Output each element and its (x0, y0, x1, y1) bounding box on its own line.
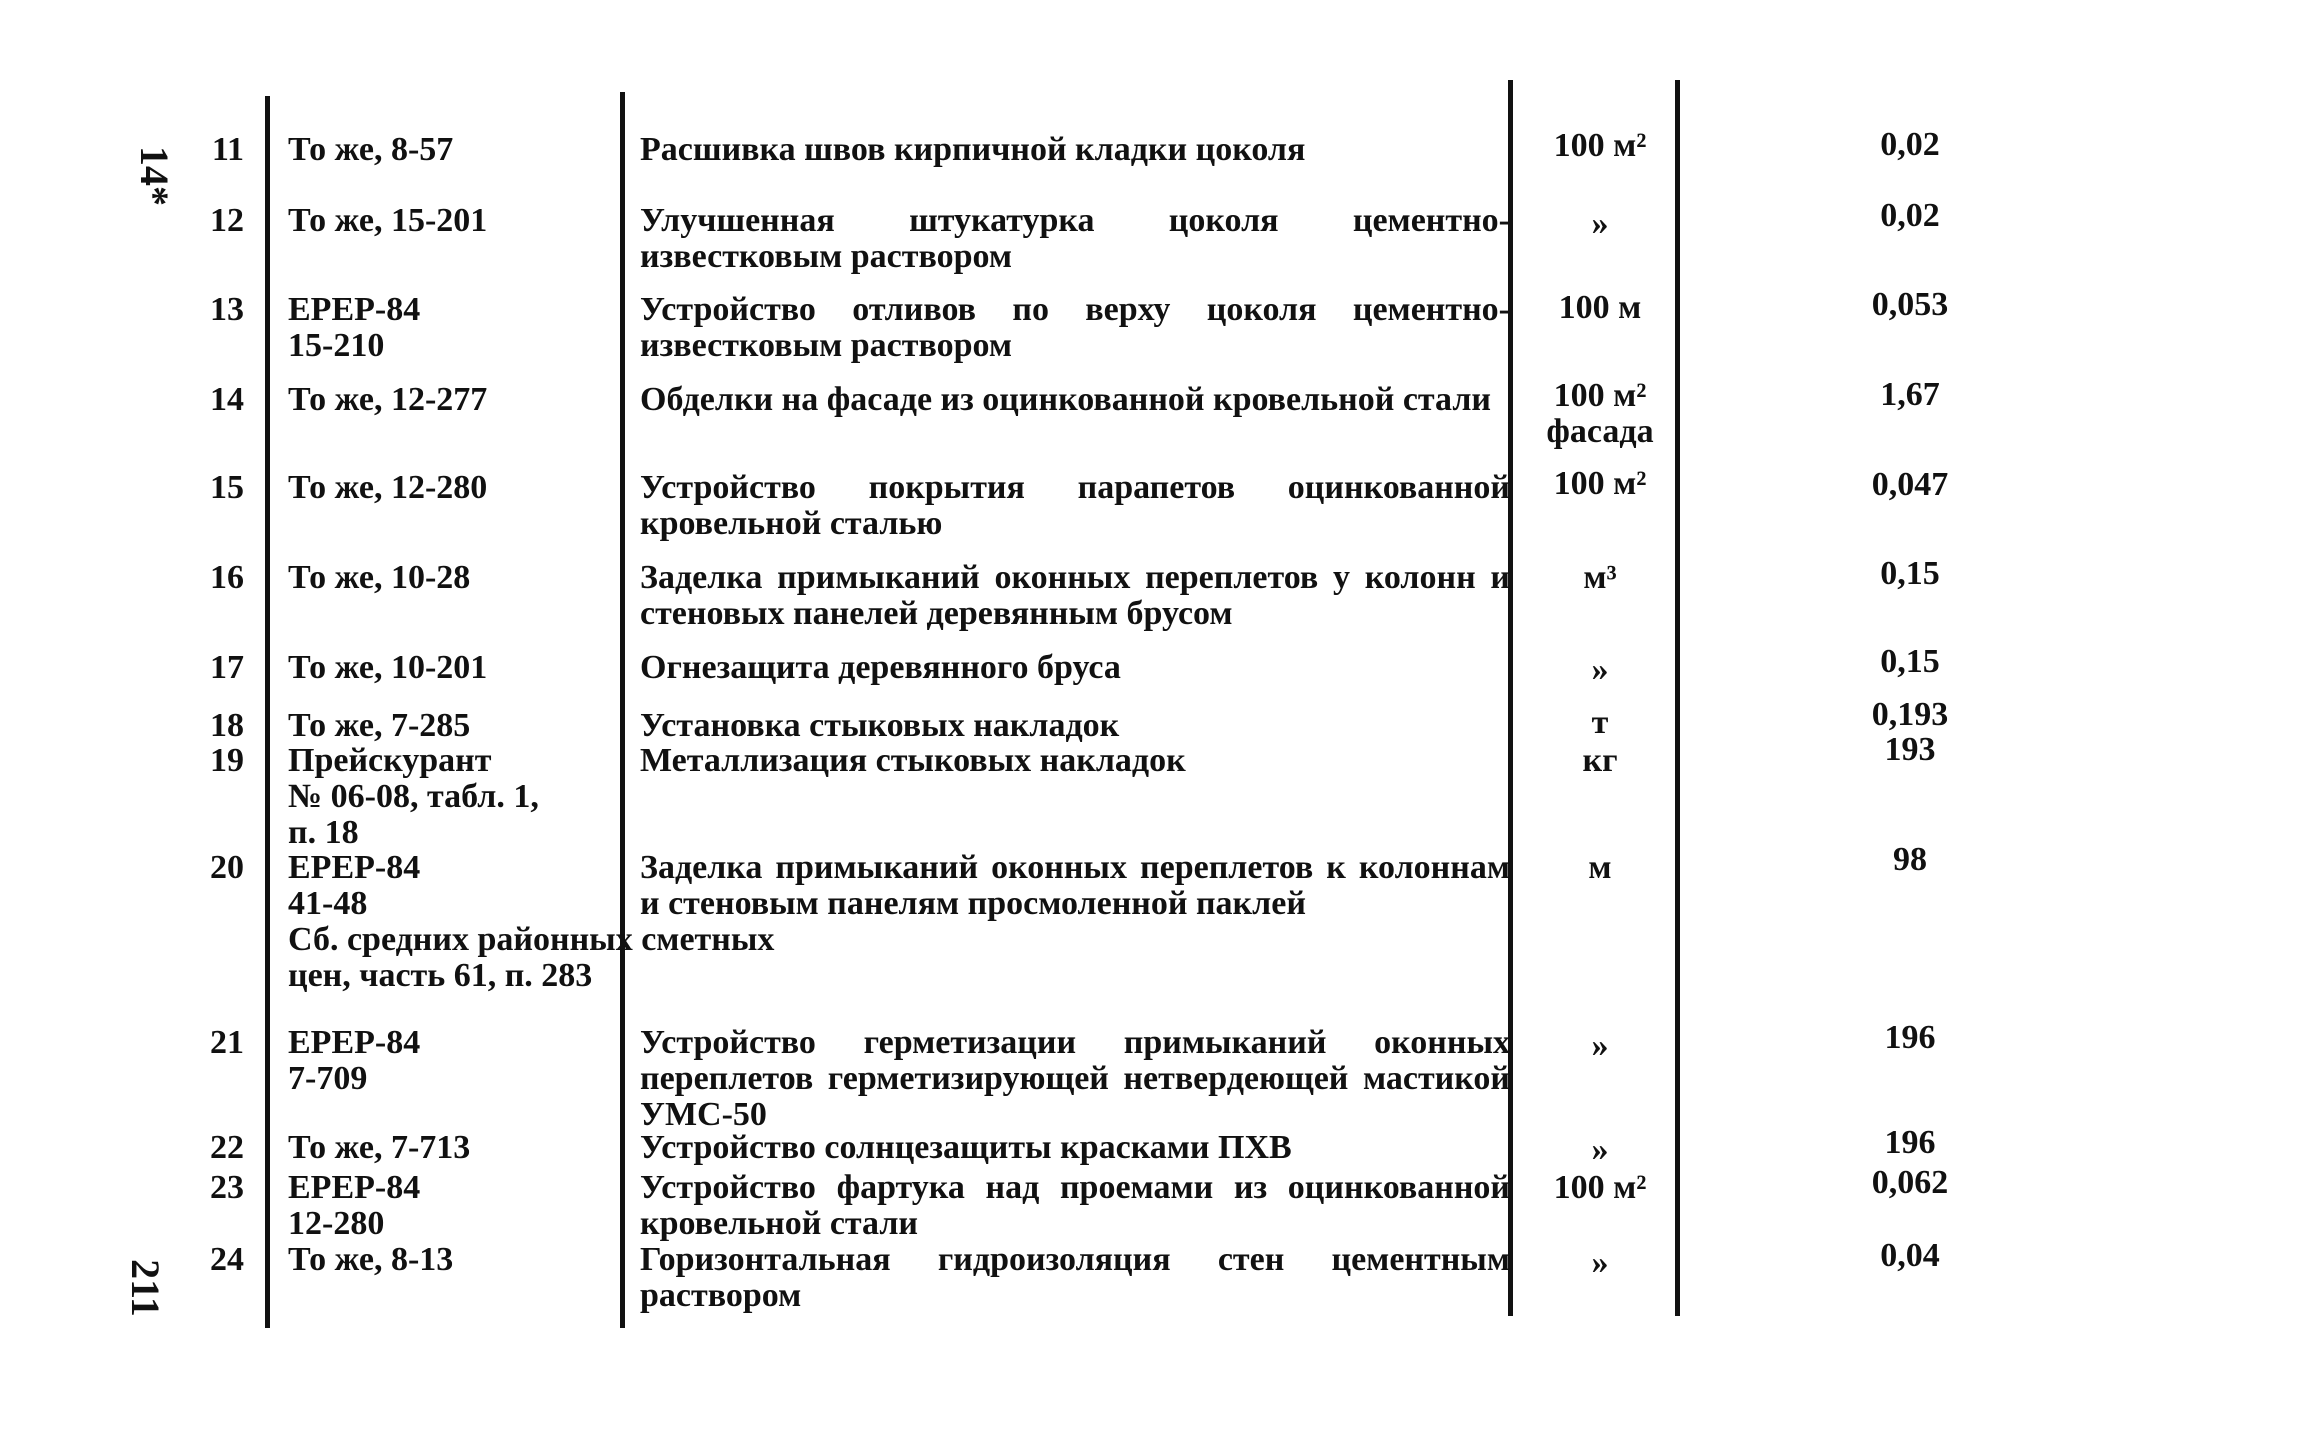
quantity: 0,15 (1880, 555, 1940, 592)
norm-code: Прейскурант № 06-08, табл. 1, п. 18 (288, 742, 539, 851)
work-description: Горизонтальная гидроизоляция стен цементным раствором (640, 1241, 1510, 1314)
row-number: 15 (210, 469, 244, 506)
row-number: 22 (210, 1129, 244, 1166)
page-number: 211 (122, 1259, 168, 1317)
work-description: Обделки на фасаде из оцинкованной кровельной стали (640, 381, 1492, 418)
row-number: 14 (210, 381, 244, 418)
norm-code: ЕРЕР-84 15-210 (288, 291, 421, 364)
work-description: Устройство покрытия парапетов оцинкованной кровельной сталью (640, 469, 1510, 542)
row-number: 23 (210, 1169, 244, 1206)
norm-code: ЕРЕР-84 7-709 (288, 1024, 421, 1097)
quantity: 196 (1884, 1124, 1936, 1161)
norm-code: То же, 8-57 (288, 131, 454, 168)
work-description: Улучшенная штукатурка цоколя цементно-известковым раствором (640, 202, 1510, 275)
quantity: 0,062 (1871, 1164, 1949, 1201)
norm-code: ЕРЕР-84 41-48 Сб. средних районных сметных цен, часть 61, п. 283 (288, 849, 775, 994)
work-description: Устройство герметизации примыканий оконных переплетов герметизирующей нетвердеющей мастикой УМС-50 (640, 1024, 1510, 1133)
signature-mark: 14* (132, 146, 177, 206)
row-number: 18 (210, 707, 244, 744)
quantity: 0,15 (1880, 643, 1940, 680)
quantity: 0,193 (1871, 696, 1949, 733)
column-rule-1 (265, 96, 270, 1328)
norm-code: То же, 10-28 (288, 559, 471, 596)
quantity: 0,047 (1871, 466, 1949, 503)
quantity: 0,04 (1880, 1237, 1940, 1274)
quantity: 193 (1884, 731, 1936, 768)
unit-of-measure: кг (1582, 742, 1618, 779)
unit-of-measure: » (1591, 1027, 1609, 1064)
unit-of-measure: 100 м² (1553, 127, 1647, 164)
norm-code: То же, 8-13 (288, 1241, 454, 1278)
unit-of-measure: 100 м (1558, 289, 1642, 326)
row-number: 19 (210, 742, 244, 779)
quantity: 98 (1893, 841, 1927, 878)
norm-code: То же, 12-277 (288, 381, 488, 418)
work-description: Устройство фартука над проемами из оцинкованной кровельной стали (640, 1169, 1510, 1242)
row-number: 12 (210, 202, 244, 239)
row-number: 24 (210, 1241, 244, 1278)
row-number: 11 (211, 131, 244, 168)
row-number: 17 (210, 649, 244, 686)
work-description: Устройство солнцезащиты красками ПХВ (640, 1129, 1292, 1166)
work-description: Огнезащита деревянного бруса (640, 649, 1121, 686)
unit-of-measure: » (1591, 651, 1609, 688)
quantity: 0,02 (1880, 126, 1940, 163)
quantity: 0,053 (1871, 286, 1949, 323)
quantity: 196 (1884, 1019, 1936, 1056)
norm-code: То же, 10-201 (288, 649, 488, 686)
work-description: Заделка примыканий оконных переплетов к колоннам и стеновым панелям просмоленной паклей (640, 849, 1510, 922)
work-description: Металлизация стыковых накладок (640, 742, 1186, 779)
work-description: Заделка примыканий оконных переплетов у колонн и стеновых панелей деревянным брусом (640, 559, 1510, 632)
quantity: 0,02 (1880, 197, 1940, 234)
unit-of-measure: » (1591, 205, 1609, 242)
row-number: 20 (210, 849, 244, 886)
row-number: 16 (210, 559, 244, 596)
unit-of-measure: » (1591, 1131, 1609, 1168)
row-number: 21 (210, 1024, 244, 1061)
norm-code: То же, 7-285 (288, 707, 471, 744)
norm-code: То же, 15-201 (288, 202, 488, 239)
norm-code: ЕРЕР-84 12-280 (288, 1169, 421, 1242)
norm-code: То же, 7-713 (288, 1129, 471, 1166)
unit-of-measure: м (1588, 849, 1612, 886)
work-description: Установка стыковых накладок (640, 707, 1120, 744)
work-description: Устройство отливов по верху цоколя цементно-известковым раствором (640, 291, 1510, 364)
work-description: Расшивка швов кирпичной кладки цоколя (640, 131, 1306, 168)
unit-of-measure: 100 м² (1553, 1169, 1647, 1206)
unit-of-measure: » (1591, 1244, 1609, 1281)
unit-of-measure: м³ (1583, 559, 1617, 596)
unit-of-measure: т (1591, 704, 1609, 741)
quantity: 1,67 (1880, 376, 1940, 413)
row-number: 13 (210, 291, 244, 328)
column-rule-4 (1675, 80, 1680, 1316)
unit-of-measure: 100 м² фасада (1546, 377, 1654, 450)
unit-of-measure: 100 м² (1553, 465, 1647, 502)
norm-code: То же, 12-280 (288, 469, 488, 506)
